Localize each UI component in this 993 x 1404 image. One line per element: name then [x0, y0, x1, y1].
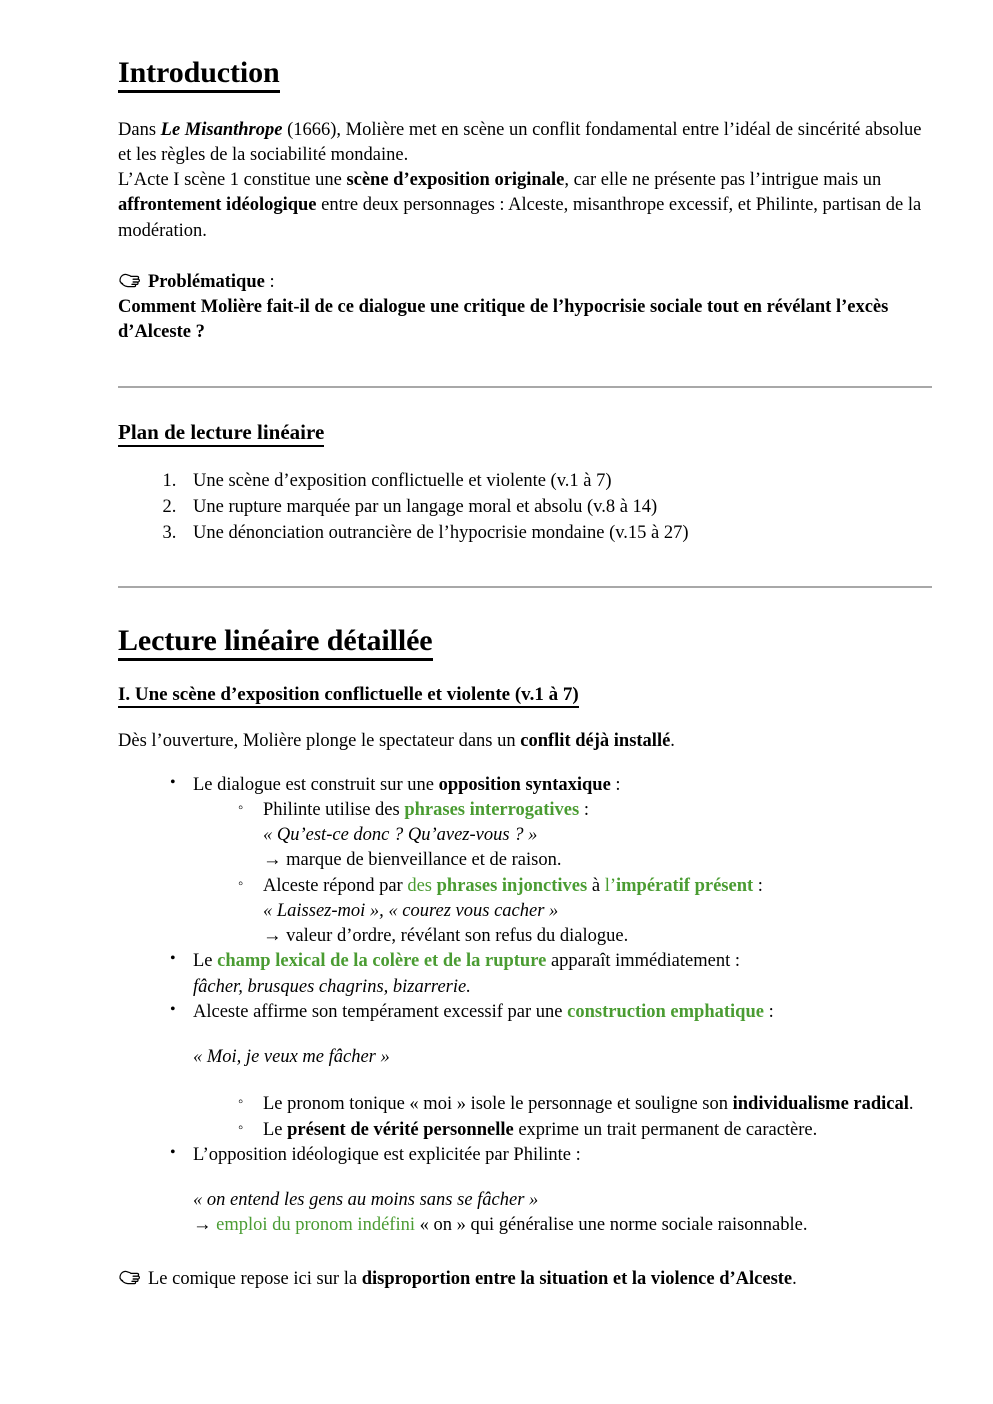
section-1-heading-text: I. Une scène d’exposition conflictuelle et violente (v.1 à 7) — [118, 684, 579, 708]
plan-heading-text: Plan de lecture linéaire — [118, 420, 324, 447]
section-1-intro-lead: Dès l’ouverture, Molière plonge le spectateur dans un — [118, 731, 521, 752]
sub-bullet-3-2 — [235, 1118, 932, 1143]
page-title-text: Introduction — [118, 56, 280, 93]
sub-3-2-lead: Le — [263, 1119, 288, 1140]
analysis-bullet-2 — [166, 949, 932, 1000]
bullet-4-quote: « on entend les gens au moins sans se fâcher » — [193, 1190, 539, 1211]
problematique-colon: : — [264, 271, 275, 292]
plan-list-item: 2. Une rupture marquée par un langage moral et absolu (v.8 à 14) — [181, 494, 932, 520]
bullet-3-green: construction emphatique — [567, 1001, 764, 1022]
plan-heading — [118, 420, 932, 444]
bullet-2-examples: fâcher, brusques chagrins, bizarrerie. — [193, 976, 471, 997]
problematique-label-line — [118, 270, 932, 295]
bullet-1-bold: opposition syntaxique — [438, 774, 611, 795]
bullet-1-lead: Le dialogue est construit sur une — [193, 774, 439, 795]
bullet-4-arrow-rest: « on » qui généralise une norme sociale raisonnable. — [414, 1215, 808, 1236]
sub-bullet-1-2 — [235, 874, 932, 950]
bullet-4-text: L’opposition idéologique est explicitée par Philinte : — [193, 1144, 581, 1165]
bullet-4-arrow-green: emploi du pronom indéfini — [216, 1215, 415, 1236]
section-1-intro-bold: conflit déjà installé — [520, 731, 671, 752]
intro-p2-bold-2: affrontement idéologique — [118, 195, 317, 216]
plan-list — [118, 468, 932, 546]
lecture-heading-text: Lecture linéaire détaillée — [118, 624, 433, 661]
sub-3-1-lead: Le pronom tonique « moi » isole le personnage et souligne son — [263, 1094, 733, 1115]
bullet-4-arrow-symbol: → — [193, 1215, 217, 1236]
conclusion-bold: disproportion entre la situation et la violence d’Alceste — [361, 1268, 793, 1289]
sub-3-1-rest: . — [908, 1094, 914, 1115]
sub-3-1-bold: individualisme radical — [732, 1094, 909, 1115]
section-1-heading — [118, 684, 932, 706]
sub-3-2-rest: exprime un trait permanent de caractère. — [513, 1119, 818, 1140]
problematique-question: Comment Molière fait-il de ce dialogue une critique de l’hypocrisie sociale tout en révélant l’excès d’Alceste ? — [118, 297, 889, 343]
sub-1-2-green-light: des — [407, 875, 437, 896]
sub-1-2-green-bold: phrases injonctives — [436, 875, 588, 896]
sub-1-1-green: phrases interrogatives — [404, 799, 580, 820]
lecture-heading — [118, 624, 932, 658]
intro-paragraph-2 — [118, 168, 932, 244]
intro-paragraph-1 — [118, 118, 932, 169]
bullet-2-green: champ lexical de la colère et de la rupture — [217, 951, 547, 972]
plan-list-item: 1. Une scène d’exposition conflictuelle et violente (v.1 à 7) — [181, 468, 932, 494]
analysis-bullet-3 — [166, 1000, 932, 1143]
conclusion-lead: Le comique repose ici sur la — [148, 1268, 362, 1289]
bullet-1-rest: : — [610, 774, 621, 795]
sub-1-2-rest: : — [753, 875, 763, 896]
intro-p1-rest: (1666), Molière met en scène un conflit fondamental entre l’idéal de sincérité absolue et les règles de la sociabilité mondaine. — [118, 119, 922, 165]
bullet-3-rest: : — [763, 1001, 774, 1022]
sub-1-1-quote: « Qu’est-ce donc ? Qu’avez-vous ? » — [263, 825, 538, 846]
sub-1-1-lead: Philinte utilise des — [263, 799, 405, 820]
section-1-intro — [118, 729, 932, 754]
bullet-1-sublist — [193, 798, 932, 950]
problematique-label: Problématique — [148, 271, 265, 292]
page-title — [118, 56, 932, 90]
analysis-bullet-1 — [166, 773, 932, 950]
sub-1-2-quote: « Laissez-moi », « courez vous cacher » — [263, 900, 559, 921]
sub-1-1-arrow: → marque de bienveillance et de raison. — [263, 850, 562, 871]
intro-p2-rest: entre deux personnages : Alceste, misanthrope excessif, et Philinte, partisan de la modération. — [118, 195, 922, 241]
bullet-2-rest: apparaît immédiatement : — [546, 951, 740, 972]
pointing-hand-icon — [118, 1268, 143, 1287]
bullet-2-lead: Le — [193, 951, 218, 972]
section-1-conclusion — [118, 1267, 932, 1292]
sub-1-1-rest: : — [579, 799, 589, 820]
intro-p2-mid: , car elle ne présente pas l’intrigue mais un — [564, 170, 882, 191]
bullet-3-sublist — [193, 1092, 932, 1143]
work-title: Le Misanthrope — [160, 119, 283, 140]
analysis-bullet-list — [118, 773, 932, 1239]
intro-p2-bold-1: scène d’exposition originale — [346, 170, 565, 191]
intro-p1-lead: Dans — [118, 119, 161, 140]
conclusion-rest: . — [792, 1268, 797, 1289]
intro-p2-lead: L’Acte I scène 1 constitue une — [118, 170, 347, 191]
bullet-3-lead: Alceste affirme son tempérament excessif par une — [193, 1001, 568, 1022]
sub-1-2-arrow: → valeur d’ordre, révélant son refus du dialogue. — [263, 926, 629, 947]
sub-1-2-green-bold-2: impératif présent — [616, 875, 754, 896]
section-1-intro-rest: . — [670, 731, 675, 752]
plan-list-item: 3. Une dénonciation outrancière de l’hypocrisie mondaine (v.15 à 27) — [181, 520, 932, 546]
bullet-3-quote: « Moi, je veux me fâcher » — [193, 1047, 390, 1068]
pointing-hand-icon — [118, 271, 143, 290]
bullet-4-arrow-line — [193, 1213, 932, 1238]
sub-1-2-lead: Alceste répond par — [263, 875, 408, 896]
sub-bullet-1-1 — [235, 798, 932, 874]
sub-bullet-3-1 — [235, 1092, 932, 1117]
sub-1-2-mid: à — [587, 875, 605, 896]
sub-1-2-green-light-2: l’ — [604, 875, 616, 896]
analysis-bullet-4 — [166, 1143, 932, 1239]
sub-3-2-bold: présent de vérité personnelle — [287, 1119, 514, 1140]
